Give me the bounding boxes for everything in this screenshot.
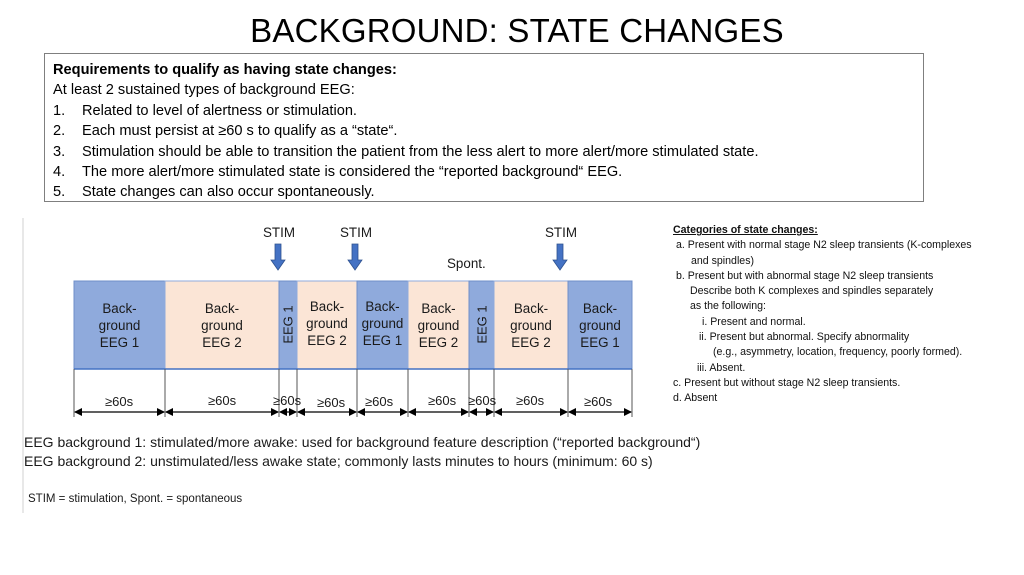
requirement-item [53,121,915,141]
duration-label: ≥60s [317,395,346,410]
segment-label-line: ground [579,318,621,333]
segment-label-line: Back- [582,301,618,316]
requirement-text: Related to level of alertness or stimulation. [82,102,357,119]
category-line: as the following: [690,300,766,313]
stim-label: STIM [545,225,577,240]
segment-label-line: Back- [309,299,345,314]
slide-title: BACKGROUND: STATE CHANGES [250,12,784,49]
stim-label: STIM [340,225,372,240]
segment-label-line: Back- [102,301,137,316]
duration-label: ≥60s [273,393,302,408]
segment-label-line: ground [306,316,348,331]
segment-label-vertical: EEG 1 [474,305,490,344]
category-line: Describe both K complexes and spindles separately [690,285,934,298]
abbreviations-note: STIM = stimulation, Spont. = spontaneous [28,493,243,505]
stim-arrow-icon [271,244,285,270]
duration-label: ≥60s [105,394,134,409]
requirement-text: Each must persist at ≥60 s to qualify as a “state“. [82,123,398,140]
duration-label: ≥60s [468,393,497,408]
segment-label [357,298,408,349]
segment-label-line: EEG 1 [362,333,403,348]
category-line: b. Present but with abnormal stage N2 sleep transients [676,269,934,282]
duration-label: ≥60s [208,393,237,408]
segment-label-line: EEG 2 [418,335,459,350]
requirement-item [53,162,915,182]
requirement-item [53,101,915,121]
segment-label-line: Back- [421,301,456,316]
stim-label: STIM [263,225,295,240]
segment-label-line: EEG 2 [511,335,551,350]
requirement-text: State changes can also occur spontaneously. [82,184,375,201]
duration-label: ≥60s [516,393,545,408]
segment-label-line: EEG 1 [580,335,620,350]
segment-label-vertical: EEG 1 [280,305,296,344]
requirement-item [53,182,915,202]
stim-arrow-icon [348,244,362,270]
duration-label: ≥60s [428,393,457,408]
category-line: d. Absent [673,392,718,405]
segment-label-line: Back- [513,301,549,316]
category-line: iii. Absent. [697,361,746,374]
segment-label-line: Back- [204,301,240,316]
definition-eeg2: EEG background 2: unstimulated/less awake state; commonly lasts minutes to hours (minimum: 60 s) [24,453,653,469]
requirements-intro: At least 2 sustained types of background EEG: [53,82,355,99]
segment-label-line: EEG 1 [99,335,140,350]
requirement-text: Stimulation should be able to transition the patient from the less alert to more alert/more stimulated state. [82,143,759,160]
segment-label-line: ground [417,318,460,333]
segment-label [165,300,279,351]
segment-label [408,300,469,351]
category-line: a. Present with normal stage N2 sleep transients (K-complexes [676,239,972,252]
stim-arrow-icon [553,244,567,270]
spont-label: Spont. [447,256,486,271]
segment-label-line: ground [361,316,404,331]
requirement-number: 2. [53,123,66,140]
segment-label [568,300,632,351]
category-line: (e.g., asymmetry, location, frequency, poorly formed). [713,346,963,359]
segment-label-line: ground [510,318,552,333]
requirements-box [44,53,924,202]
segment-label-line: ground [98,318,141,333]
segment-label [74,300,165,351]
requirement-item [53,142,915,162]
requirement-number: 4. [53,164,66,181]
requirement-number: 3. [53,143,66,160]
definition-eeg1: EEG background 1: stimulated/more awake: used for background feature description (“reported background“) [24,434,701,450]
categories-heading: Categories of state changes: [673,224,818,236]
requirement-text: The more alert/more stimulated state is considered the “reported background“ EEG. [82,164,623,181]
segment-label [297,298,357,349]
segment-label [494,300,568,351]
segment-label-line: ground [201,318,243,333]
category-line: c. Present but without stage N2 sleep transients. [673,376,901,389]
segment-label-line: EEG 2 [202,335,242,350]
duration-ticks [74,369,632,417]
requirements-heading: Requirements to qualify as having state changes: [53,62,397,78]
requirement-number: 5. [53,184,66,201]
duration-label: ≥60s [365,394,394,409]
category-line: and spindles) [691,254,755,267]
segment-label-line: EEG 2 [307,333,347,348]
requirement-number: 1. [53,102,66,119]
category-line: ii. Present but abnormal. Specify abnormality [699,331,910,344]
categories-panel [673,223,1018,407]
duration-label: ≥60s [584,394,613,409]
category-line: i. Present and normal. [702,315,806,328]
segment-label-line: Back- [365,299,400,314]
